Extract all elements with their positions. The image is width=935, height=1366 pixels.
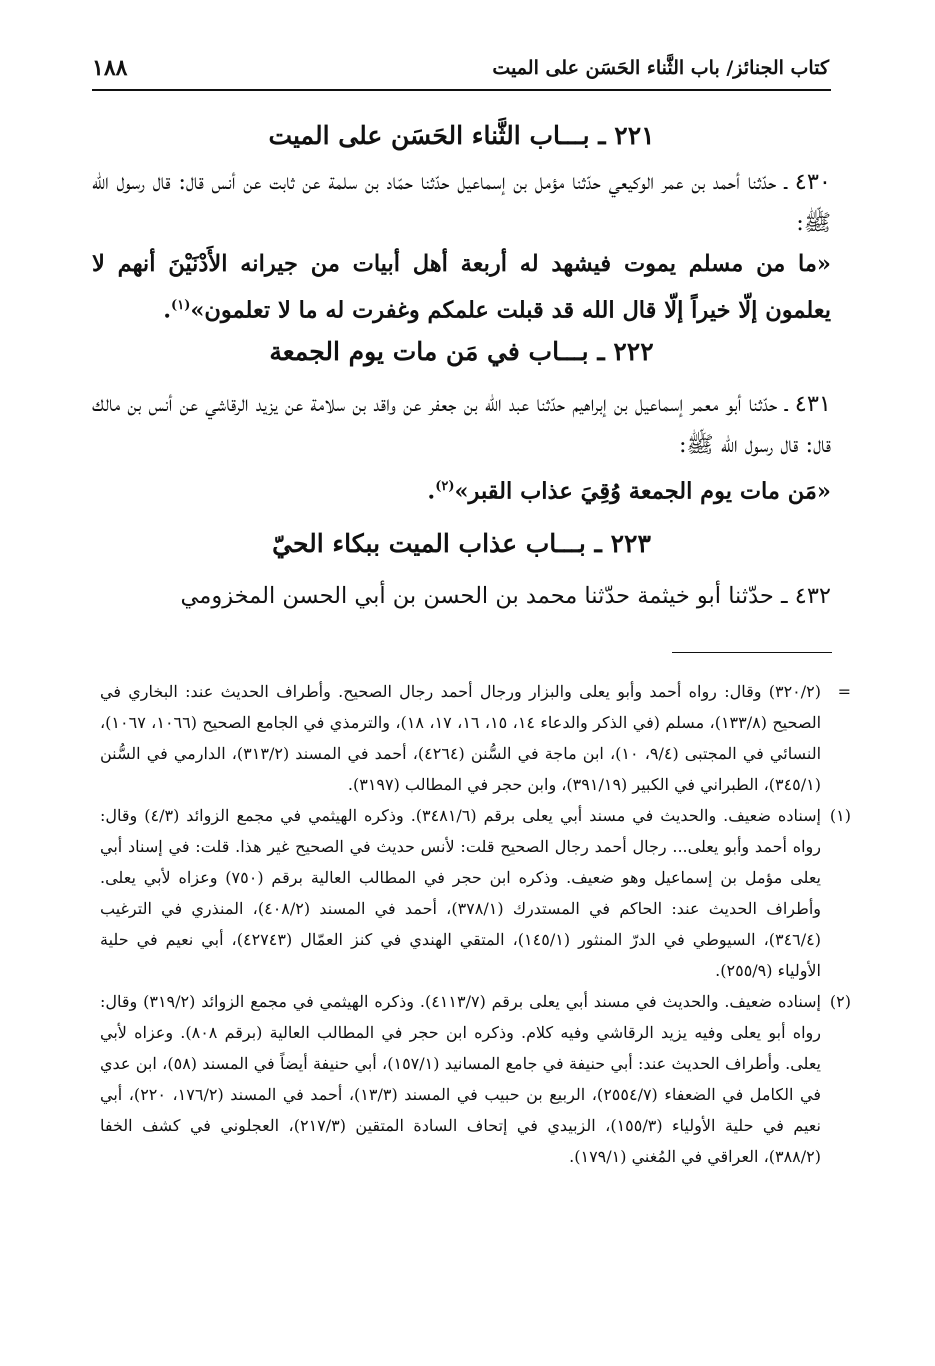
hadith-430-matn-text: «ما من مسلم يموت فيشهد له أربعة أهل أبيات من جيرانه الأَدْنَيْنَ أنهم لا يعلمون إلّا خيراً إلّا قال الله قد قبلت علمكم وغفرت له ما لا تعلمون» bbox=[92, 251, 831, 324]
hadith-431 bbox=[92, 384, 831, 466]
main-text bbox=[92, 110, 831, 617]
footnote-text: (٣٢٠/٢) وقال: رواه أحمد وأبو يعلى والبزار ورجال أحمد رجال الصحيح. وأطراف الحديث عند: البخاري في الصحيح (١٣٣/٨)، مسلم (في الذكر والدعاء ١٤، ١٥، ١٦، ١٧، ١٨)، والترمذي في الجامع الصحيح (١٠٦٦، ١٠٦٧)، النسائي في المجتبى (٩/٤، ١٠)، ابن ماجة في السُّنن (٤٢٦٤)، أحمد في المسند (٣١٣/٢)، الدارمي في السُّنن (٣٤٥/١)، الطبراني في الكبير (٣٩١/١٩)، وابن حجر في المطالب (٣١٩٧). bbox=[100, 682, 822, 794]
page-header bbox=[92, 50, 829, 86]
chapter-heading-221: ٢٢١ ـ بـــاب الثَّناء الحَسَن على الميت bbox=[268, 121, 655, 150]
hadith-431-isnad: ٤٣١ ـ حدّثنا أبو معمر إسماعيل بن إبراهيم حدّثنا عبد الله بن جعفر عن واقد بن سلامة عن يزيد الرقاشي عن أنس بن مالك قال: قال رسول الله ﷺ: bbox=[92, 390, 831, 458]
page-number: ١٨٨ bbox=[92, 55, 128, 81]
footnote-marker: (٢) bbox=[829, 992, 851, 1011]
footnote-ref-1: (١) bbox=[171, 298, 191, 313]
hadith-431-matn: «مَن مات يوم الجمعة وُقِيَ عذاب القبر»$^{(٢)}$. bbox=[427, 478, 831, 504]
footnote-marker: (١) bbox=[829, 806, 851, 825]
hadith-430-isnad: ٤٣٠ ـ حدّثنا أحمد بن عمر الوكيعي حدّثنا مؤمل بن إسماعيل حدّثنا حمّاد بن سلمة عن ثابت عن أنس قال: قال رسول الله ﷺ: bbox=[92, 169, 831, 236]
footnote-ref-2: (٢) bbox=[435, 478, 455, 494]
footnotes bbox=[100, 676, 849, 1172]
hadith-432-isnad: ٤٣٢ ـ حدّثنا أبو خيثمة حدّثنا محمد بن الحسن بن أبي الحسن المخزومي bbox=[180, 583, 831, 609]
footnote-continued bbox=[100, 676, 849, 800]
chapter-heading-222: ٢٢٢ ـ بـــاب في مَن مات يوم الجمعة bbox=[269, 336, 654, 366]
hadith-430 bbox=[92, 162, 831, 244]
footnote-text: إسناده ضعيف. والحديث في مسند أبي يعلى برقم (٤١١٣/٧). وذكره الهيثمي في مجمع الزوائد (٣١٩/٢) وقال: رواه أبو يعلى وفيه يزيد الرقاشي وفيه كلام. وذكره ابن حجر في المطالب العالية (برقم ٨٠٨). وعزاه لأبي يعلى. وأطراف الحديث عند: أبي حنيفة في جامع المسانيد (١٥٧/١)، أبي حنيفة أيضاً في المسند (٥٨)، ابن عدي في الكامل في الضعفاء (٢٥٥٤/٧)، الربيع بن حبيب في المسند (١٣/٣)، أحمد في المسند (١٧٦/٢، ٢٢٠)، أبي نعيم في حلية الأولياء (١٥٥/٣)، الزبيدي في إتحاف السادة المتقين (٢١٧/٣)، العجلوني في كشف الخفا (٣٨٨/٢)، العراقي في المُغني (١٧٩/١). bbox=[100, 992, 822, 1166]
footnote-separator bbox=[672, 652, 832, 653]
hadith-430-matn: «ما من مسلم يموت فيشهد له أربعة أهل أبيات من جيرانه الأَدْنَيْنَ أنهم لا يعلمون إلّا خيراً إلّا قال الله قد قبلت علمكم وغفرت له ما لا تعلمون»$^{(١)}$. bbox=[92, 251, 831, 324]
header-rule bbox=[92, 89, 831, 91]
hadith-431-matn-text: «مَن مات يوم الجمعة وُقِيَ عذاب القبر» bbox=[454, 478, 831, 504]
footnote-marker: = bbox=[837, 682, 851, 701]
chapter-heading-223: ٢٢٣ ـ بـــاب عذاب الميت ببكاء الحيّ bbox=[272, 529, 651, 558]
hadith-432 bbox=[92, 576, 831, 617]
running-title: كتاب الجنائز/ باب الثَّناء الحَسَن على الميت bbox=[492, 57, 829, 79]
footnote-text: إسناده ضعيف. والحديث في مسند أبي يعلى برقم (٣٤٨١/٦). وذكره الهيثمي في مجمع الزوائد (٤/٣) وقال: رواه أحمد وأبو يعلى... رجال أحمد رجال الصحيح قلت: لأنس حديث في الصحيح غير هذا. قلت: في إسناد أبي يعلى مؤمل بن إسماعيل وهو ضعيف. وذكره ابن حجر في المطالب العالية برقم (٧٥٠) وعزاه لأبي يعلى. وأطراف الحديث عند: الحاكم في المستدرك (٣٧٨/١)، أحمد في المسند (٤٠٨/٢)، المنذري في الترغيب (٣٤٦/٤)، السيوطي في الدرّ المنثور (١٤٥/١)، المتقي الهندي في كنز العمّال (٤٢٧٤٣)، أبي نعيم في حلية الأولياء (٢٥٥/٩). bbox=[100, 806, 822, 980]
footnote-1 bbox=[100, 800, 849, 986]
footnote-2 bbox=[100, 986, 849, 1172]
